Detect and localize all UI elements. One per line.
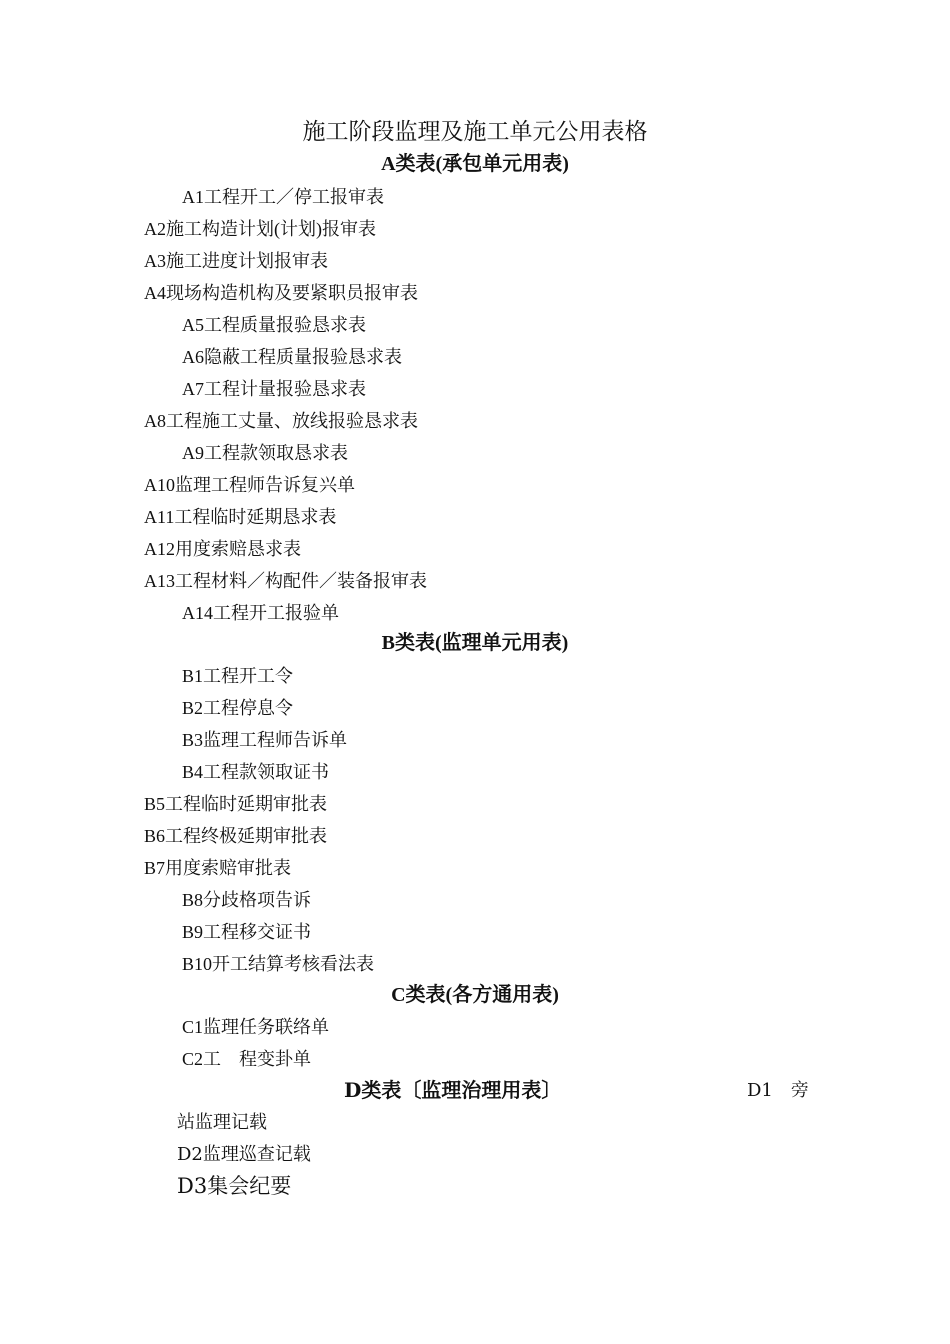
list-item: B6工程终极延期审批表 bbox=[144, 826, 328, 846]
section-d-trailing-text: D1 旁 bbox=[747, 1080, 809, 1101]
section-c-heading: C类表(各方通用表) bbox=[391, 984, 559, 1006]
section-b-heading: B类表(监理单元用表) bbox=[381, 632, 569, 654]
list-item: B5工程临时延期审批表 bbox=[144, 794, 328, 814]
list-item: A6隐蔽工程质量报验恳求表 bbox=[182, 347, 402, 367]
list-item: A11工程临时延期恳求表 bbox=[144, 507, 337, 527]
list-item: A4现场构造机构及要紧职员报审表 bbox=[144, 283, 418, 303]
list-item: B3监理工程师告诉单 bbox=[182, 730, 348, 750]
list-item: A9工程款领取恳求表 bbox=[182, 443, 348, 463]
list-item: B7用度索赔审批表 bbox=[144, 858, 292, 878]
list-item: A1工程开工／停工报审表 bbox=[182, 187, 384, 207]
list-item: A2施工构造计划(计划)报审表 bbox=[144, 219, 376, 239]
list-item: B9工程移交证书 bbox=[182, 922, 312, 942]
list-item: D3集会纪要 bbox=[177, 1174, 292, 1198]
section-d-heading: D类表〔监理治理用表〕 bbox=[344, 1078, 562, 1102]
list-item: C2工 程变卦单 bbox=[182, 1049, 312, 1069]
list-item: A14工程开工报验单 bbox=[182, 603, 339, 623]
page-title: 施工阶段监理及施工单元公用表格 bbox=[302, 119, 648, 144]
list-item: A8工程施工丈量、放线报验恳求表 bbox=[144, 411, 418, 431]
list-item: A13工程材料／构配件／装备报审表 bbox=[144, 571, 427, 591]
list-item: B10开工结算考核看法表 bbox=[182, 954, 375, 974]
list-item: A5工程质量报验恳求表 bbox=[182, 315, 366, 335]
list-item: B2工程停息令 bbox=[182, 698, 294, 718]
list-item: A10监理工程师告诉复兴单 bbox=[144, 475, 355, 495]
list-item: C1监理任务联络单 bbox=[182, 1017, 330, 1037]
list-item: 站监理记载 bbox=[177, 1112, 267, 1133]
list-item: A7工程计量报验恳求表 bbox=[182, 379, 366, 399]
section-a-heading: A类表(承包单元用表) bbox=[381, 153, 569, 175]
list-item: A12用度索赔恳求表 bbox=[144, 539, 301, 559]
list-item: B1工程开工令 bbox=[182, 666, 294, 686]
list-item: D2监理巡查记载 bbox=[177, 1144, 311, 1165]
list-item: B8分歧格项告诉 bbox=[182, 890, 312, 910]
list-item: B4工程款领取证书 bbox=[182, 762, 330, 782]
list-item: A3施工进度计划报审表 bbox=[144, 251, 328, 271]
